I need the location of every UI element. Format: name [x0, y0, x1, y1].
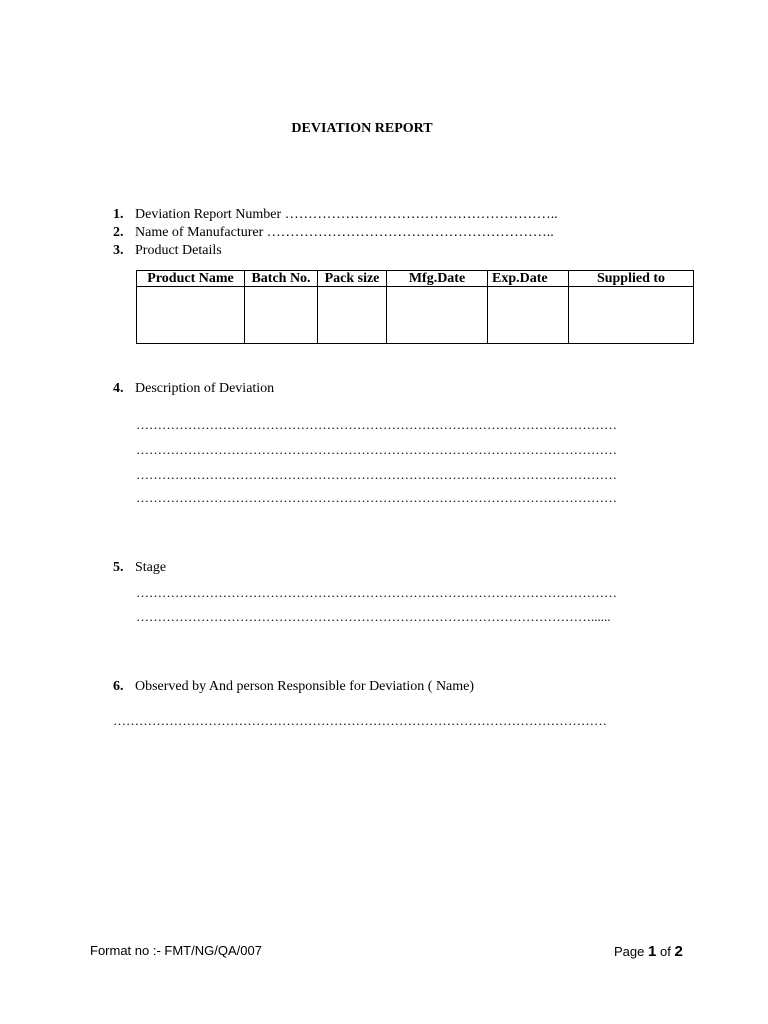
fill-in-dots[interactable]: ………………………………………………….. [284, 207, 558, 222]
stage-line-1[interactable]: ………………………………………………………………………………………………… [136, 586, 617, 600]
item-label: Stage [135, 560, 167, 575]
item-label: Deviation Report Number [135, 207, 282, 222]
observed-by-line[interactable]: …………………………………………………………………………………………………… [113, 714, 607, 728]
item-number: 2. [113, 225, 124, 240]
description-line-3[interactable]: ………………………………………………………………………………………………… [136, 468, 617, 482]
item-description-of-deviation [113, 380, 274, 397]
item-observed-by [113, 678, 474, 695]
item-label: Description of Deviation [135, 381, 275, 396]
item-number: 3. [113, 243, 124, 258]
product-details-table [136, 270, 694, 344]
item-product-details [113, 242, 222, 259]
item-label: Product Details [135, 243, 222, 258]
item-name-of-manufacturer [113, 224, 554, 241]
column-header-exp-date: Exp.Date [488, 271, 569, 287]
item-stage [113, 559, 166, 576]
item-number: 6. [113, 679, 124, 694]
footer-format-number: Format no :- FMT/NG/QA/007 [90, 943, 262, 958]
item-number: 1. [113, 207, 124, 222]
description-line-2[interactable]: ………………………………………………………………………………………………… [136, 443, 617, 457]
table-cell-batch-no[interactable] [245, 287, 318, 344]
description-line-1[interactable]: ………………………………………………………………………………………………… [136, 418, 617, 432]
table-cell-product-name[interactable] [137, 287, 245, 344]
page-word: Page [614, 944, 645, 959]
item-label: Observed by And person Responsible for Deviation ( Name) [135, 679, 475, 694]
document-title: DEVIATION REPORT [291, 121, 433, 136]
item-number: 4. [113, 381, 124, 396]
column-header-batch-no: Batch No. [245, 271, 318, 287]
item-number: 5. [113, 560, 124, 575]
column-header-pack-size: Pack size [318, 271, 387, 287]
column-header-supplied-to: Supplied to [569, 271, 694, 287]
table-cell-mfg-date[interactable] [387, 287, 488, 344]
table-cell-exp-date[interactable] [488, 287, 569, 344]
column-header-product-name: Product Name [137, 271, 245, 287]
stage-line-2[interactable]: ……………………………………………………………………………………………...... [136, 610, 611, 624]
page-current: 1 [648, 943, 657, 960]
fill-in-dots[interactable]: …………………………………………………….. [266, 225, 554, 240]
footer-page-number [614, 943, 683, 960]
item-deviation-report-number [113, 206, 558, 223]
table-row [137, 287, 694, 344]
table-cell-pack-size[interactable] [318, 287, 387, 344]
table-cell-supplied-to[interactable] [569, 287, 694, 344]
column-header-mfg-date: Mfg.Date [387, 271, 488, 287]
page-total: 2 [674, 943, 683, 960]
table-header-row [137, 271, 694, 287]
page-of: of [659, 944, 671, 959]
item-label: Name of Manufacturer [135, 225, 264, 240]
description-line-4[interactable]: ………………………………………………………………………………………………… [136, 491, 617, 505]
